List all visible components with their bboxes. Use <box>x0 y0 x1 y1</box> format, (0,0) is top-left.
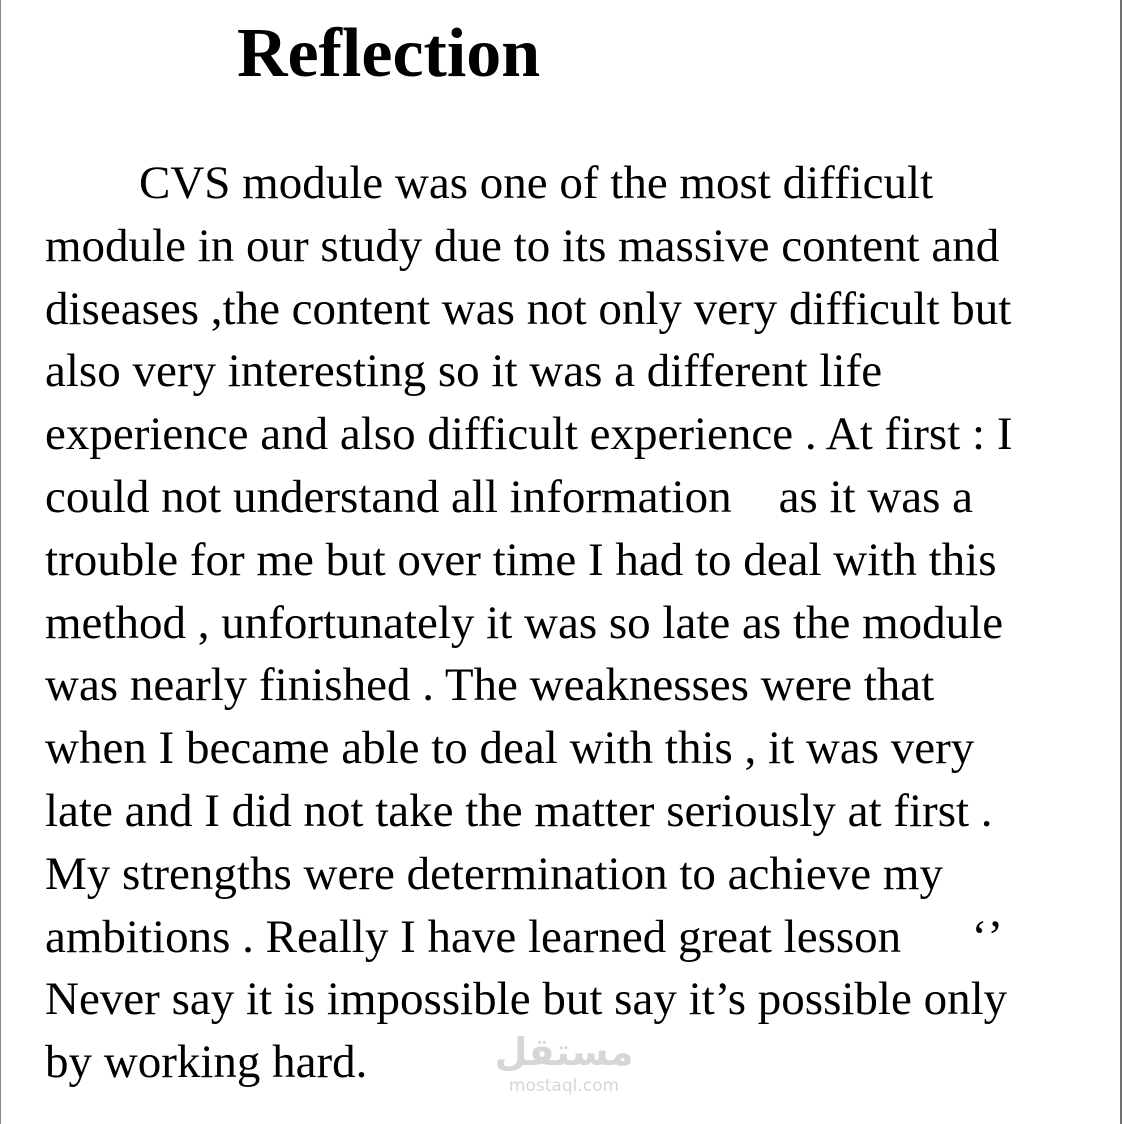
paragraph-line: by working hard. <box>45 1036 368 1089</box>
paragraph-line: ambitions . Really I have learned great lesson ‘’ <box>45 910 1003 963</box>
paragraph-line: could not understand all information as it was a <box>45 470 974 523</box>
paragraph-line: Never say it is impossible but say it’s possible only <box>45 973 1008 1026</box>
paragraph-line: also very interesting so it was a different life <box>45 345 883 398</box>
paragraph-line: was nearly finished . The weaknesses were that <box>45 659 935 712</box>
watermark-logo: مستقل <box>494 1030 634 1074</box>
paragraph-line: late and I did not take the matter seriously at first . <box>45 784 993 837</box>
watermark-url: mostaql.com <box>508 1076 620 1096</box>
paragraph-line: diseases ,the content was not only very difficult but <box>45 282 1012 335</box>
paragraph-line: trouble for me but over time I had to deal with this <box>45 533 997 586</box>
reflection-paragraph <box>45 152 1105 1094</box>
paragraph-line: CVS module was one of the most difficult <box>45 157 934 209</box>
paragraph-line: experience and also difficult experience . At first : I <box>45 408 1013 461</box>
paragraph-line: when I became able to deal with this , it was very <box>45 722 975 775</box>
paragraph-line: method , unfortunately it was so late as the module <box>45 596 1004 649</box>
mostaql-watermark <box>494 1030 634 1105</box>
paragraph-line: My strengths were determination to achieve my <box>45 847 943 900</box>
paragraph-line: module in our study due to its massive content and <box>45 219 1000 272</box>
page-title: Reflection <box>237 15 541 92</box>
